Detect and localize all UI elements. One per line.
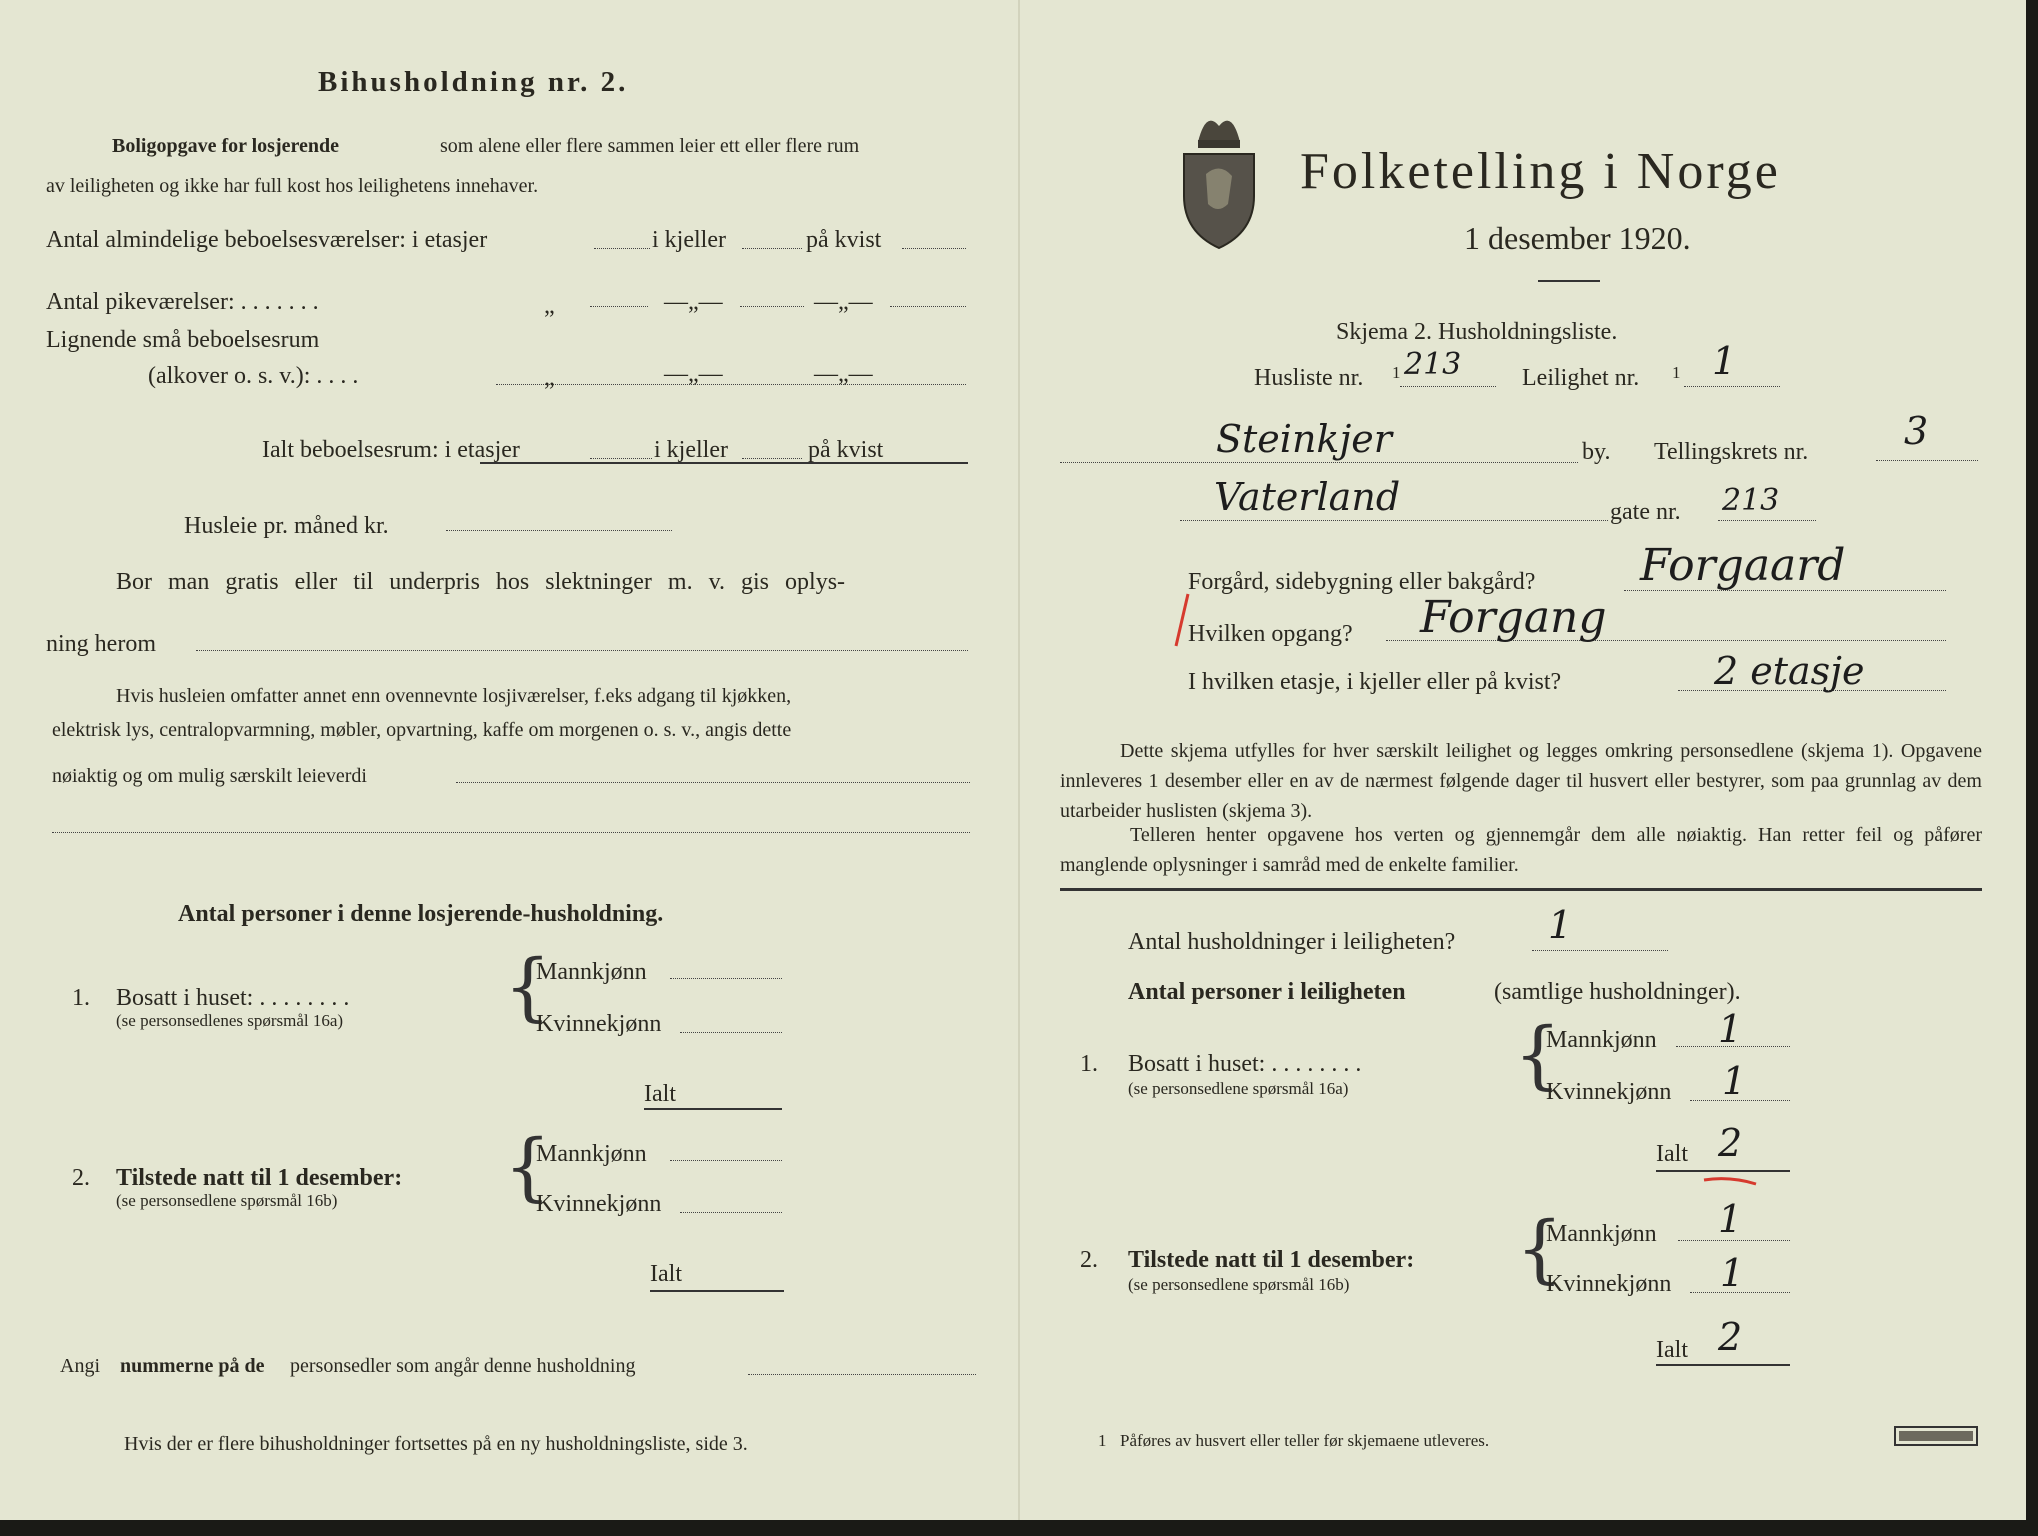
lignende-base-line [496,384,966,385]
left-q1-sub: (se personsedlenes spørsmål 16a) [116,1011,344,1030]
left-q1-label: Bosatt i huset: . . . . . . . . [116,985,350,1011]
right-q1-brace: { [1514,1012,1562,1098]
bor-line-1: Bor man gratis eller til underpris hos slektninger m. v. gis oplys- [116,569,846,595]
left-q2-mann-line [670,1160,782,1161]
right-q1-kvinne-value: 1 [1722,1059,1747,1103]
right-q1-mann-label: Mannkjønn [1546,1027,1657,1053]
by-value: Steinkjer [1216,417,1392,461]
rooms-kvist-label: på kvist [806,227,882,253]
ialt-kjeller-label: i kjeller [654,437,728,463]
husliste-line [1400,386,1496,387]
leilighet-footnote-mark: 1 [1672,363,1681,382]
footnote-mark: 1 [1098,1431,1107,1450]
right-q2-kvinne-value: 1 [1720,1251,1745,1295]
rooms-kvist-line [902,248,966,249]
instructions-para-1: Dette skjema utfylles for hver særskilt leilighet og legges omkring personsedlene (skjema 1). Opgavene innleveres 1 desember eller en av de nærmest følgende dager til husvert eller bestyrer, som paa grunnlag av dem utarbeider huslisten (skjema 3). [1060,740,1982,822]
right-q1-kvinne-label: Kvinnekjønn [1546,1079,1672,1105]
left-q2-brace: { [504,1124,552,1210]
gate-line [1180,520,1608,521]
ialt-rooms-underline [480,462,968,464]
right-q1-sub: (se personsedlene spørsmål 16a) [1128,1079,1349,1098]
husliste-value: 213 [1404,347,1462,382]
lignende-label-2: (alkover o. s. v.): . . . . [148,363,359,389]
angi-bold: nummerne på de [120,1355,265,1377]
right-q1-ialt-label: Ialt [1656,1141,1688,1167]
pike-line-2 [740,306,804,307]
intro-line-1: som alene eller flere sammen leier ett eller flere rum [440,135,860,157]
right-q2-label: Tilstede natt til 1 desember: [1128,1247,1415,1273]
husliste-label: Husliste nr. [1254,365,1364,391]
gate-nr-line [1718,520,1816,521]
left-q2-ialt-line [650,1290,784,1292]
forgaard-label: Forgård, sidebygning eller bakgård? [1188,569,1536,595]
ialt-rooms-label: Ialt beboelsesrum: i etasjer [262,437,520,463]
right-q2-kvinne-label: Kvinnekjønn [1546,1271,1672,1297]
hush-line [1532,950,1668,951]
leilighet-line [1684,386,1780,387]
hush-label: Antal husholdninger i leiligheten? [1128,929,1456,955]
red-pencil-check-icon [1700,1172,1760,1198]
norway-coat-of-arms-icon [1176,104,1262,252]
rooms-kjeller-line [742,248,802,249]
gate-label: gate nr. [1610,499,1681,525]
right-persons-bold: Antal personer i leiligheten [1128,979,1406,1005]
left-footer: Hvis der er flere bihusholdninger fortsettes på en ny husholdningsliste, side 3. [124,1433,748,1455]
left-q1-num: 1. [72,985,90,1011]
instructions-rule [1060,888,1982,891]
right-q1-mann-value: 1 [1718,1007,1743,1051]
left-q2-label: Tilstede natt til 1 desember: [116,1165,403,1191]
hvis-line-1: Hvis husleien omfatter annet enn ovennevnte losjiværelser, f.eks adgang til kjøkken, [116,685,792,707]
left-q2-num: 2. [72,1165,90,1191]
extra-line [52,832,970,833]
left-q1-ialt-line [644,1108,782,1110]
opgang-value: Forgang [1420,592,1607,643]
right-q2-brace: { [1516,1206,1564,1292]
right-q2-ialt-label: Ialt [1656,1337,1688,1363]
right-title: Folketelling i Norge [1300,143,1781,200]
lignende-label-1: Lignende små beboelsesrum [46,327,320,353]
left-q2-ialt-label: Ialt [650,1261,682,1287]
leilighet-value: 1 [1712,339,1737,383]
ialt-kjeller-line [742,458,802,459]
gate-nr-value: 213 [1722,483,1780,518]
left-q1-mann-label: Mannkjønn [536,959,647,985]
pike-label: Antal pikeværelser: . . . . . . . [46,289,319,315]
right-q2-num: 2. [1080,1247,1098,1273]
angi-pre: Angi [60,1355,100,1377]
ialt-kvist-label: på kvist [808,437,884,463]
rooms-label: Antal almindelige beboelsesværelser: i etasjer [46,227,488,253]
census-date: 1 desember 1920. [1464,220,1691,256]
left-q2-kvinne-label: Kvinnekjønn [536,1191,662,1217]
by-label: by. [1582,439,1611,465]
right-q2-ialt-line [1656,1364,1790,1366]
intro-line-2: av leiligheten og ikke har full kost hos leilighetens innehaver. [46,175,539,197]
lignende-ditto-2: —„— [664,361,723,387]
lignende-ditto-3: —„— [814,361,873,387]
left-q1-brace: { [504,944,552,1030]
rooms-etasjer-line [594,248,650,249]
left-q2-mann-label: Mannkjønn [536,1141,647,1167]
right-q2-mann-label: Mannkjønn [1546,1221,1657,1247]
opgang-label: Hvilken opgang? [1188,621,1353,647]
pike-line-3 [890,306,966,307]
intro-bold: Boligopgave for losjerende [112,135,340,157]
ialt-etasjer-line [590,458,652,459]
angi-rest: personsedler som angår denne husholdning [290,1355,636,1377]
husleie-line [446,530,672,531]
gate-value: Vaterland [1214,475,1401,519]
right-q2-sub: (se personsedlene spørsmål 16b) [1128,1275,1350,1294]
tellingskrets-label: Tellingskrets nr. [1654,439,1809,465]
tellingskrets-line [1876,460,1978,461]
left-q1-ialt-label: Ialt [644,1081,676,1107]
hush-value: 1 [1548,903,1573,947]
etasje-value: 2 etasje [1714,649,1865,693]
forgaard-value: Forgaard [1640,540,1846,591]
etasje-label: I hvilken etasje, i kjeller eller på kvist? [1188,669,1562,695]
right-q1-num: 1. [1080,1051,1098,1077]
title-rule [1538,280,1600,282]
instructions-para-2: Telleren henter opgavene hos verten og gjennemgår dem alle nøiaktig. Han retter feil og påfører manglende oplysninger i samråd med de enkelte familier. [1060,824,1982,876]
footnote-text: Påføres av husvert eller teller før skjemaene utleveres. [1120,1431,1490,1450]
left-title: Bihusholdning nr. 2. [318,66,629,98]
rooms-kjeller-label: i kjeller [652,227,726,253]
angi-line [748,1374,976,1375]
leieverdi-line [456,782,970,783]
printer-stamp-icon [1894,1426,1978,1446]
left-q2-kvinne-line [680,1212,782,1213]
right-q2-ialt-value: 2 [1718,1315,1743,1359]
by-line [1060,462,1578,463]
pike-line-1 [590,306,648,307]
left-persons-heading: Antal personer i denne losjerende-husholdning. [178,901,664,927]
left-q1-mann-line [670,978,782,979]
right-persons-rest: (samtlige husholdninger). [1494,979,1741,1005]
husliste-footnote-mark: 1 [1392,363,1401,382]
hvis-line-3: nøiaktig og om mulig særskilt leieverdi [52,765,367,787]
husleie-label: Husleie pr. måned kr. [184,513,389,539]
pike-ditto-2: —„— [664,289,723,315]
left-q1-kvinne-label: Kvinnekjønn [536,1011,662,1037]
left-q1-kvinne-line [680,1032,782,1033]
left-q2-sub: (se personsedlene spørsmål 16b) [116,1191,338,1210]
lignende-ditto-1: „ [544,365,555,391]
tellingskrets-value: 3 [1904,409,1929,453]
right-q1-label: Bosatt i huset: . . . . . . . . [1128,1051,1362,1077]
right-q1-ialt-value: 2 [1718,1121,1743,1165]
pike-ditto-1: „ [544,293,555,319]
leilighet-label: Leilighet nr. [1522,365,1640,391]
bor-line [196,650,968,651]
page-fold [1018,0,1020,1520]
right-q2-mann-value: 1 [1718,1197,1743,1241]
schema-label: Skjema 2. Husholdningsliste. [1336,319,1618,345]
pike-ditto-3: —„— [814,289,873,315]
bor-line-2: ning herom [46,631,156,657]
hvis-line-2: elektrisk lys, centralopvarmning, møbler, opvartning, kaffe om morgenen o. s. v., angis dette [52,719,792,741]
